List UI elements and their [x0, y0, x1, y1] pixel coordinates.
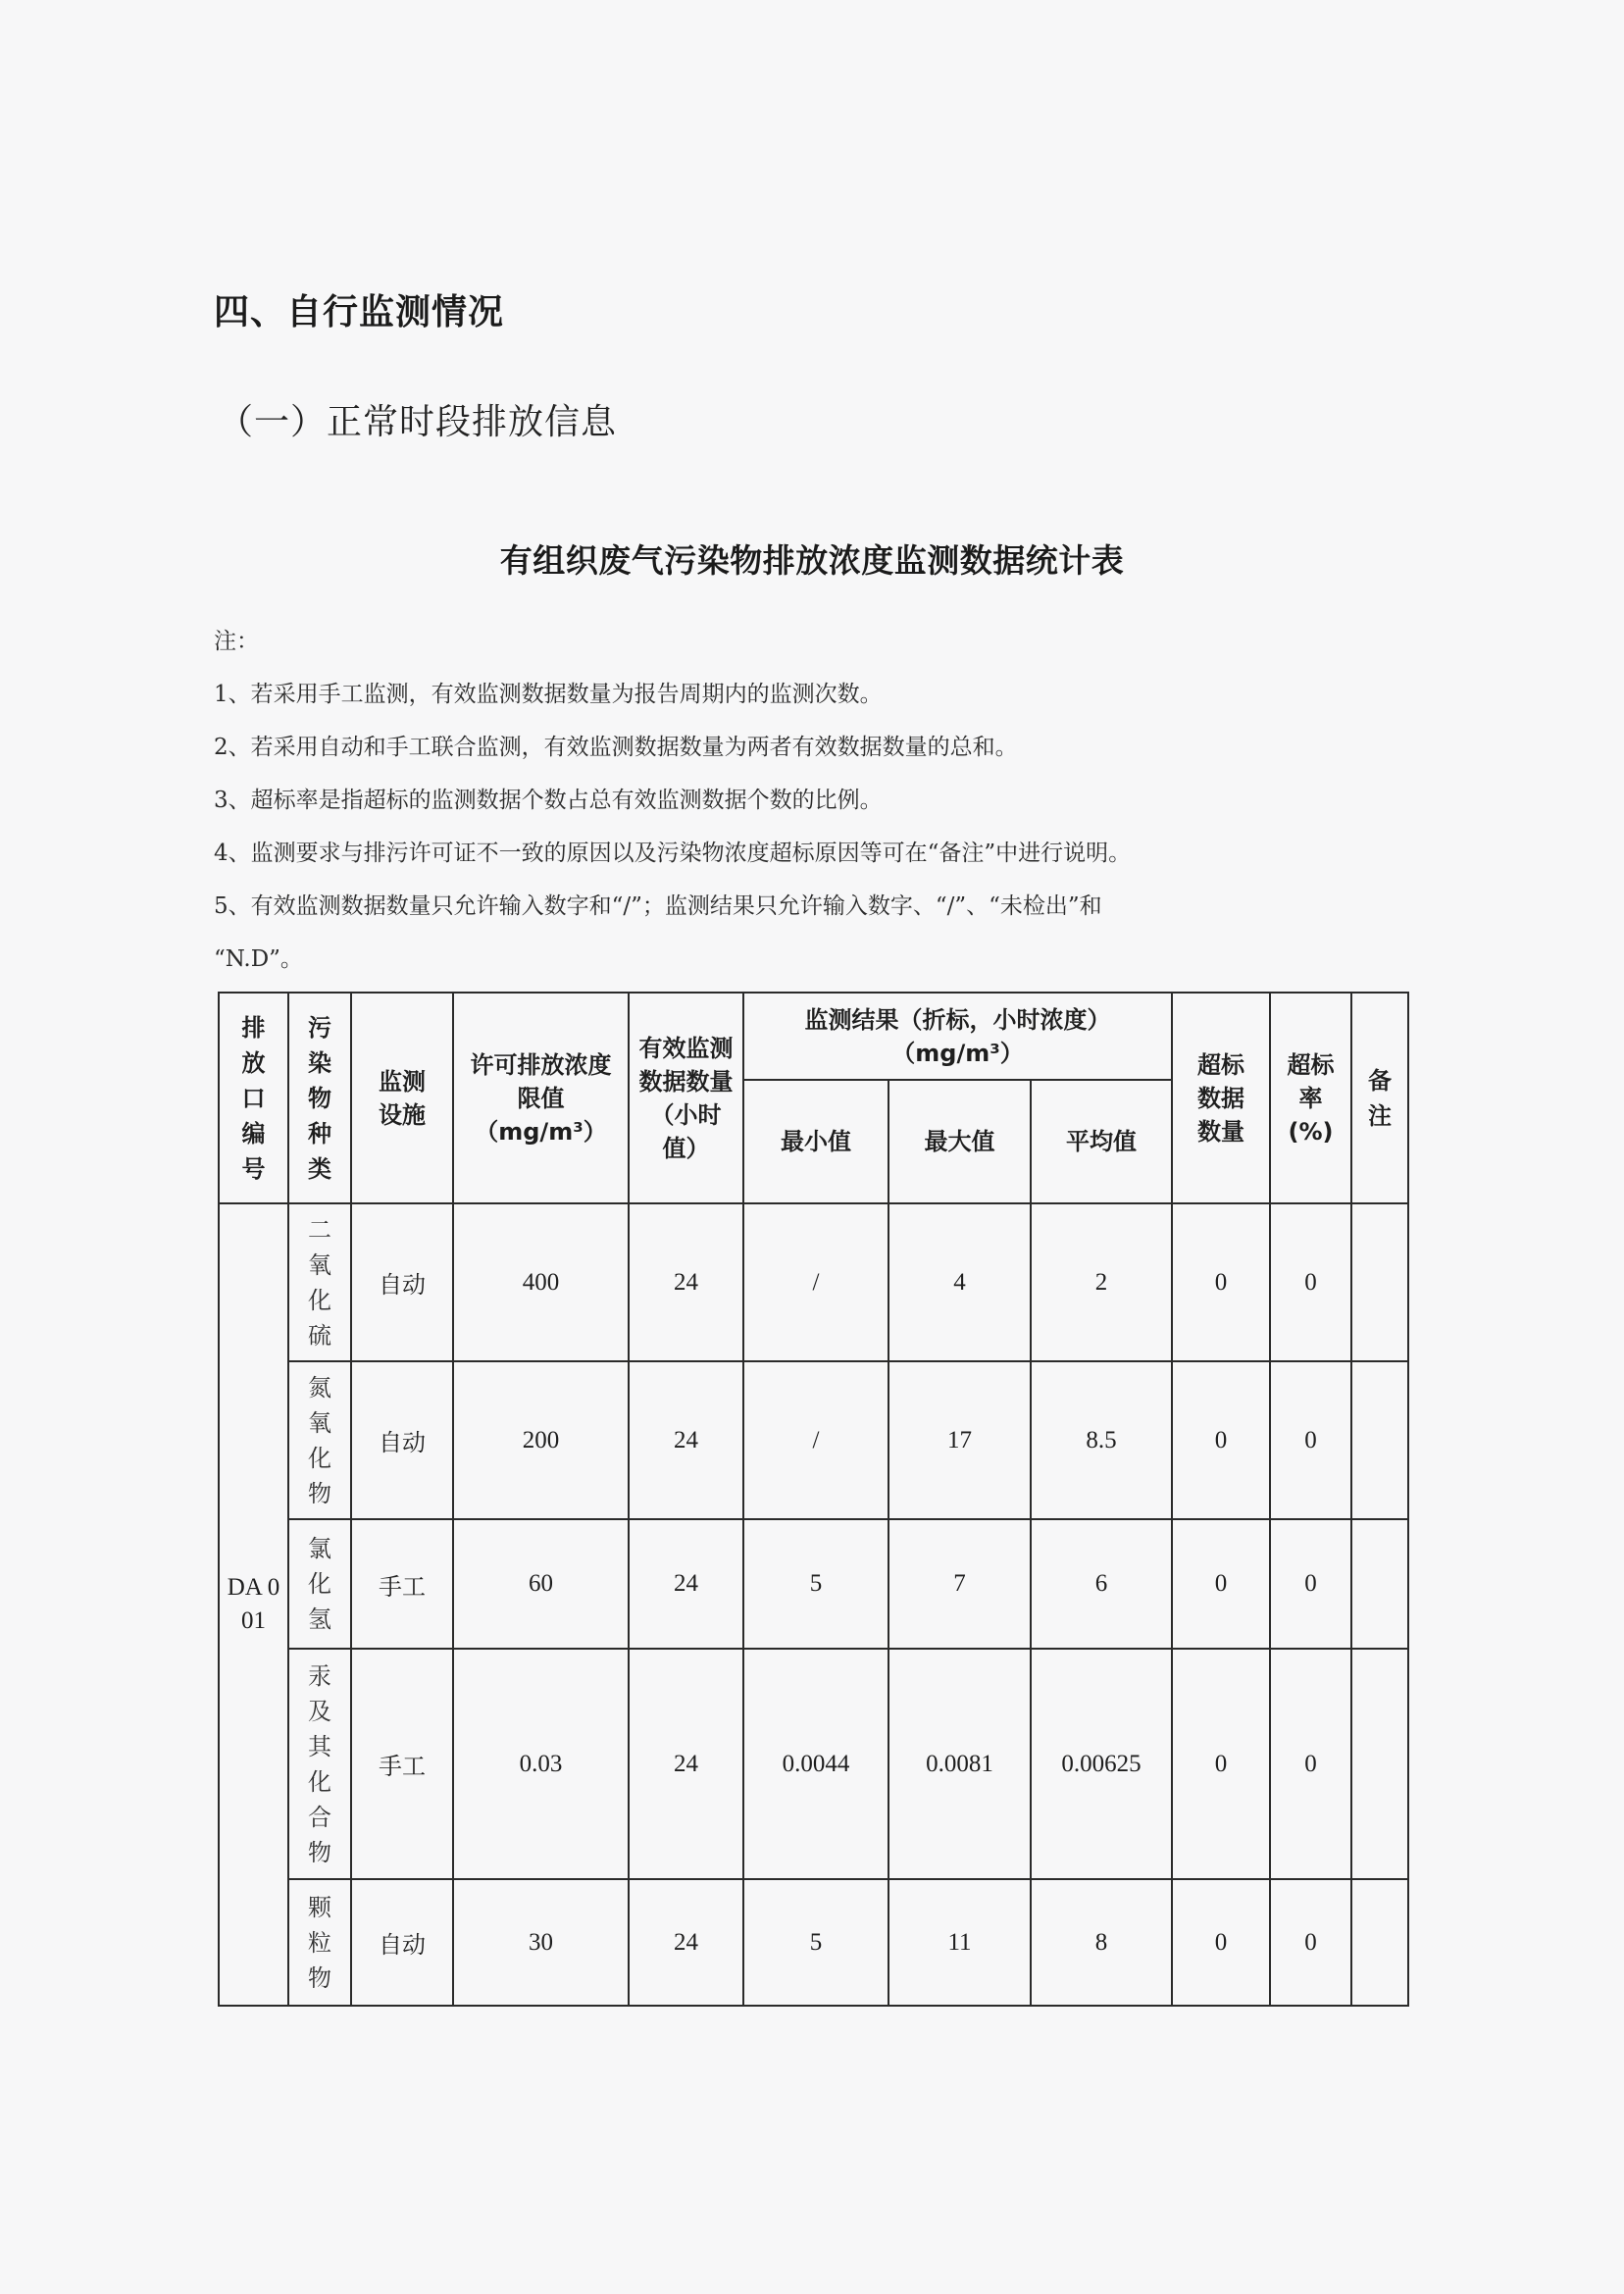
outlet-id-cell: DA 001: [219, 1203, 288, 2006]
result-group-unit: （mg/m³）: [891, 1039, 1024, 1067]
exceed-count-cell: 0: [1172, 1361, 1270, 1519]
header-result-group: [743, 993, 1172, 1080]
remarks-cell: [1351, 1519, 1408, 1649]
facility-cell: 自动: [351, 1361, 453, 1519]
avg-cell: 0.00625: [1031, 1649, 1172, 1879]
limit-cell: 60: [453, 1519, 629, 1649]
header-max: 最大值: [888, 1080, 1031, 1203]
header-min: 最小值: [743, 1080, 888, 1203]
facility-cell: 手工: [351, 1649, 453, 1879]
remarks-cell: [1351, 1361, 1408, 1519]
header-pollutant: 污染物种类: [288, 993, 351, 1203]
header-facility: 监测设施: [351, 993, 453, 1203]
min-cell: 5: [743, 1879, 888, 2006]
valid-count-cell: 24: [629, 1519, 743, 1649]
note-item: 2、若采用自动和手工联合监测，有效监测数据数量为两者有效数据数量的总和。: [214, 735, 1018, 760]
exceed-rate-cell: 0: [1270, 1649, 1351, 1879]
max-cell: 11: [888, 1879, 1031, 2006]
exceed-count-cell: 0: [1172, 1649, 1270, 1879]
result-group-label: 监测结果（折标，小时浓度）: [804, 1005, 1111, 1034]
avg-cell: 6: [1031, 1519, 1172, 1649]
min-cell: /: [743, 1203, 888, 1361]
exceed-rate-cell: 0: [1270, 1361, 1351, 1519]
limit-cell: 400: [453, 1203, 629, 1361]
header-valid-count: 有效监测数据数量（小时值）: [629, 993, 743, 1203]
avg-cell: 8: [1031, 1879, 1172, 2006]
exceed-rate-cell: 0: [1270, 1879, 1351, 2006]
facility-cell: 自动: [351, 1203, 453, 1361]
exceed-rate-cell: 0: [1270, 1203, 1351, 1361]
table-row: [219, 1649, 1408, 1879]
pollutant-cell: 二氧化硫: [288, 1203, 351, 1361]
pollutant-cell: 氯化氢: [288, 1519, 351, 1649]
remarks-cell: [1351, 1649, 1408, 1879]
exceed-count-cell: 0: [1172, 1203, 1270, 1361]
pollutant-cell: 颗粒物: [288, 1879, 351, 2006]
notes-block: [214, 622, 1131, 993]
valid-count-cell: 24: [629, 1361, 743, 1519]
min-cell: 0.0044: [743, 1649, 888, 1879]
valid-count-cell: 24: [629, 1203, 743, 1361]
header-avg: 平均值: [1031, 1080, 1172, 1203]
table-row: [219, 1519, 1408, 1649]
header-exceed-count: 超标数据数量: [1172, 993, 1270, 1203]
max-cell: 4: [888, 1203, 1031, 1361]
max-cell: 7: [888, 1519, 1031, 1649]
emission-stats-table: [218, 992, 1409, 2007]
exceed-count-cell: 0: [1172, 1879, 1270, 2006]
note-item: 3、超标率是指超标的监测数据个数占总有效监测数据个数的比例。: [214, 788, 883, 813]
notes-label: 注：: [214, 629, 259, 654]
min-cell: /: [743, 1361, 888, 1519]
limit-cell: 0.03: [453, 1649, 629, 1879]
facility-cell: 手工: [351, 1519, 453, 1649]
pollutant-cell: 氮氧化物: [288, 1361, 351, 1519]
limit-cell: 200: [453, 1361, 629, 1519]
header-remarks: 备注: [1351, 993, 1408, 1203]
table-row: [219, 1879, 1408, 2006]
header-exceed-rate: 超标率(%): [1270, 993, 1351, 1203]
table-row: [219, 1203, 1408, 1361]
avg-cell: 2: [1031, 1203, 1172, 1361]
valid-count-cell: 24: [629, 1649, 743, 1879]
min-cell: 5: [743, 1519, 888, 1649]
remarks-cell: [1351, 1879, 1408, 2006]
avg-cell: 8.5: [1031, 1361, 1172, 1519]
max-cell: 17: [888, 1361, 1031, 1519]
pollutant-cell: 汞及其化合物: [288, 1649, 351, 1879]
remarks-cell: [1351, 1203, 1408, 1361]
note-item: 1、若采用手工监测，有效监测数据数量为报告周期内的监测次数。: [214, 682, 883, 707]
header-outlet-id: 排放口编号: [219, 993, 288, 1203]
max-cell: 0.0081: [888, 1649, 1031, 1879]
exceed-rate-cell: 0: [1270, 1519, 1351, 1649]
table-row: [219, 1361, 1408, 1519]
valid-count-cell: 24: [629, 1879, 743, 2006]
subsection-heading: （一）正常时段排放信息: [218, 402, 618, 442]
note-item: “N.D”。: [214, 946, 303, 972]
exceed-count-cell: 0: [1172, 1519, 1270, 1649]
table-title: 有组织废气污染物排放浓度监测数据统计表: [499, 541, 1125, 580]
header-limit: 许可排放浓度限值（mg/m³）: [453, 993, 629, 1203]
limit-cell: 30: [453, 1879, 629, 2006]
section-heading: 四、自行监测情况: [214, 292, 505, 332]
note-item: 4、监测要求与排污许可证不一致的原因以及污染物浓度超标原因等可在“备注”中进行说明。: [214, 841, 1132, 866]
facility-cell: 自动: [351, 1879, 453, 2006]
note-item: 5、有效监测数据数量只允许输入数字和“/”；监测结果只允许输入数字、“/”、“未检出”和: [214, 893, 1102, 919]
